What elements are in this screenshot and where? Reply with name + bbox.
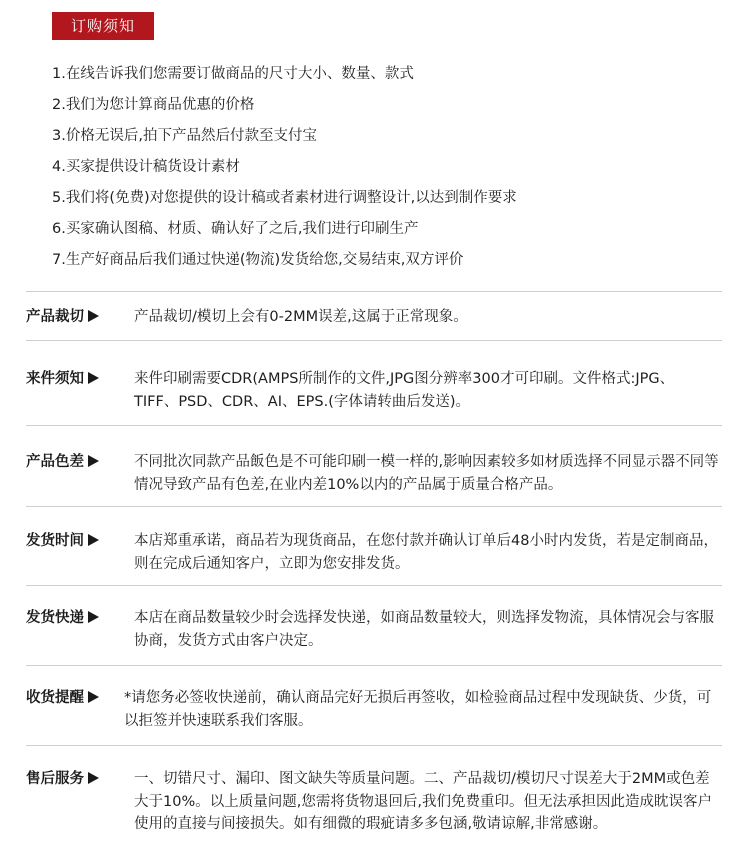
divider <box>26 425 722 426</box>
order-steps-list <box>52 62 517 279</box>
order-step-1: 1.在线告诉我们您需要订做商品的尺寸大小、数量、款式 <box>52 66 414 82</box>
section-text-file-requirements: 来件印刷需要CDR(AMPS所制作的文件,JPG图分辨率300才可印刷。文件格式:JPG、TIFF、PSD、CDR、AI、EPS.(字体请转曲后发送)。 <box>134 371 675 410</box>
divider <box>26 585 722 586</box>
section-label-after-sales: 售后服务 <box>26 771 84 787</box>
section-text-after-sales: 一、切错尺寸、漏印、图文缺失等质量问题。二、产品裁切/模切尺寸误差大于2MM或色差大于10%。以上质量问题,您需将货物退回后,我们免费重印。但无法承担因此造成眈误客户使用的直接与间接损失。如有细微的瑕疵请多多包涵,敬请谅解,非常感谢。 <box>134 771 712 832</box>
order-step-3: 3.价格无误后,拍下产品然后付款至支付宝 <box>52 128 317 144</box>
divider <box>26 291 722 292</box>
section-text-product-cutting: 产品裁切/模切上会有0-2MM误差,这属于正常现象。 <box>134 309 468 325</box>
triangle-right-icon <box>88 772 99 784</box>
section-text-receipt-reminder: *请您务必签收快递前，确认商品完好无损后再签收，如检验商品过程中发现缺货、少货，可以拒签并快速联系我们客服。 <box>124 690 712 729</box>
divider <box>26 745 722 746</box>
order-step-5: 5.我们将(免费)对您提供的设计稿或者素材进行调整设计,以达到制作要求 <box>52 190 517 206</box>
order-step-7: 7.生产好商品后我们通过快递(物流)发货给您,交易结束,双方评价 <box>52 252 464 268</box>
section-label-color-difference: 产品色差 <box>26 454 84 470</box>
triangle-right-icon <box>88 455 99 467</box>
divider <box>26 506 722 507</box>
divider <box>26 665 722 666</box>
triangle-right-icon <box>88 611 99 623</box>
order-step-4: 4.买家提供设计稿货设计素材 <box>52 159 240 175</box>
order-step-6: 6.买家确认图稿、材质、确认好了之后,我们进行印刷生产 <box>52 221 419 237</box>
section-text-shipping-time: 本店郑重承诺，商品若为现货商品，在您付款并确认订单后48小时内发货，若是定制商品，则在完成后通知客户，立即为您安排发货。 <box>134 533 718 572</box>
section-label-shipping-courier: 发货快递 <box>26 610 84 626</box>
order-notice-title: 订购须知 <box>52 12 154 40</box>
section-text-color-difference: 不同批次同款产品飯色是不可能印刷一模一样的,影响因素较多如材质选择不同显示器不同等情况导致产品有色差,在业内差10%以内的产品属于质量合格产品。 <box>134 454 719 493</box>
triangle-right-icon <box>88 534 99 546</box>
triangle-right-icon <box>88 691 99 703</box>
section-label-shipping-time: 发货时间 <box>26 533 84 549</box>
section-label-file-requirements: 来件须知 <box>26 371 84 387</box>
triangle-right-icon <box>88 372 99 384</box>
divider <box>26 340 722 341</box>
section-text-shipping-courier: 本店在商品数量较少时会选择发快递，如商品数量较大，则选择发物流，具体情况会与客服协商，发货方式由客户决定。 <box>134 610 714 649</box>
section-label-receipt-reminder: 收货提醒 <box>26 690 84 706</box>
order-step-2: 2.我们为您计算商品优惠的价格 <box>52 97 255 113</box>
section-label-product-cutting: 产品裁切 <box>26 309 84 325</box>
triangle-right-icon <box>88 310 99 322</box>
